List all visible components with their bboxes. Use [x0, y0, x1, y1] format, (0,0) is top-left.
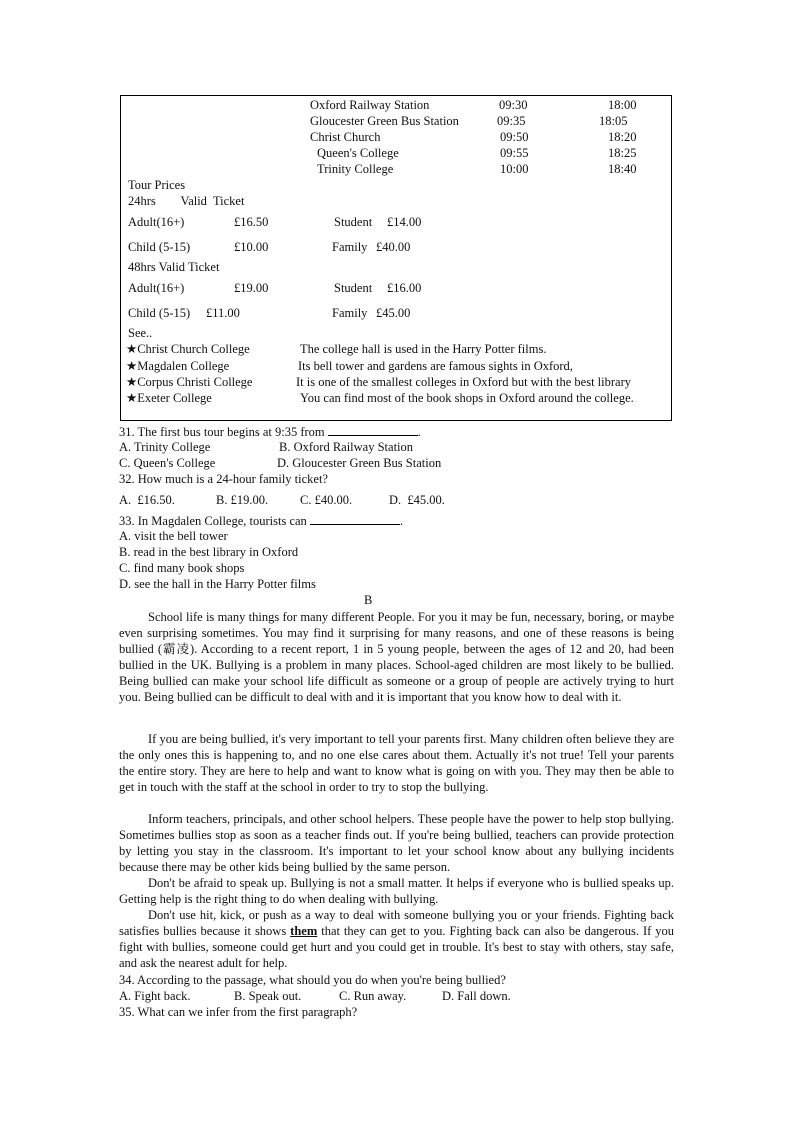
stop-time-1: 09:30 — [499, 98, 528, 112]
stop-time-2: 18:00 — [608, 98, 637, 112]
stop-name: Oxford Railway Station — [310, 98, 430, 112]
passage-paragraph-1: School life is many things for many different People. For you it may be fun, necessary, boring, or maybe even surprising sometimes. You may find it surprising for many reasons, and one of these reasons is being bullied (霸凌). According to a recent report, 1 in 5 young people, between the ages of 12 and 20, had been bullied in the UK. Bullying is a problem in many places. School-aged children are most likely to be bullied. Being bullied can make your school life difficult as someone or a group of people are actively trying to hurt you. Being bullied can be difficult to deal with and it is important that you know how to deal with it. — [119, 610, 674, 704]
option-a: A. £16.50. — [119, 493, 175, 507]
stop-time-1: 09:35 — [497, 114, 526, 128]
stop-name: Christ Church — [310, 130, 381, 144]
price-value: £16.50 — [234, 215, 269, 229]
price-label: Child (5-15) — [128, 306, 191, 320]
option-d: D. £45.00. — [389, 493, 445, 507]
option-d: D. Gloucester Green Bus Station — [277, 456, 442, 470]
price-value: £14.00 — [387, 215, 422, 229]
price-value: £45.00 — [376, 306, 411, 320]
price-value: £11.00 — [206, 306, 240, 320]
passage-paragraph-5: Don't use hit, kick, or push as a way to deal with someone bullying you or your friends. Fighting back satisfies bullies because it shows them that they can get to you. Fighting back can also be dangerous. If you fight with bullies, someone could get hurt and you could get in trouble. It's best to stay with others, stay safe, and ask the nearest adult for help. — [119, 908, 674, 970]
stop-time-2: 18:05 — [599, 114, 628, 128]
option-a: A. visit the bell tower — [119, 529, 228, 543]
price-label: Student — [334, 215, 373, 229]
question-32-stem: 32. How much is a 24-hour family ticket? — [119, 472, 328, 486]
price-value: £16.00 — [387, 281, 422, 295]
price-label: Student — [334, 281, 373, 295]
college-description: It is one of the smallest colleges in Oxford but with the best library — [296, 375, 631, 389]
price-label: Adult(16+) — [128, 215, 185, 229]
option-b: B. read in the best library in Oxford — [119, 545, 299, 559]
college-name: ★Exeter College — [126, 391, 212, 405]
question-31-stem: 31. The first bus tour begins at 9:35 from . — [119, 425, 421, 439]
price-value: £10.00 — [234, 240, 269, 254]
option-b: B. Speak out. — [234, 989, 302, 1003]
see-heading: See.. — [128, 326, 153, 340]
stop-name: Queen's College — [317, 146, 399, 160]
stop-time-2: 18:40 — [608, 162, 637, 176]
tour-prices-heading: Tour Prices — [128, 178, 186, 192]
ticket-48hrs-heading: 48hrs Valid Ticket — [128, 260, 220, 274]
question-34-stem: 34. According to the passage, what should you do when you're being bullied? — [119, 973, 506, 987]
college-description: You can find most of the book shops in Oxford around the college. — [300, 391, 634, 405]
passage-paragraph-2: If you are being bullied, it's very important to tell your parents first. Many children often believe they are the only ones this is happening to, and no one else cares about them. Actually it's not true! Tell your parents the entire story. They are here to help and want to know what is going on with you. They may then be able to get in touch with the staff at the school in order to try to stop the bullying. — [119, 732, 674, 794]
option-c: C. find many book shops — [119, 561, 245, 575]
answer-blank — [328, 423, 418, 436]
stop-name: Trinity College — [317, 162, 394, 176]
passage-paragraph-4: Don't be afraid to speak up. Bullying is not a small matter. It helps if everyone who is bullied speaks up. Getting help is the right thing to do when dealing with bullying. — [119, 876, 674, 906]
passage-paragraph-3: Inform teachers, principals, and other school helpers. These people have the power to help stop bullying. Sometimes bullies stop as soon as a teacher finds out. If you're being bullied, teachers can provide protection by letting you stay in the classroom. It's important to let your school know about any bullying incidents because there may be other kids being bullied by the same person. — [119, 812, 674, 874]
section-b-heading: B — [364, 593, 373, 607]
answer-blank — [310, 512, 400, 525]
price-label: Family — [332, 240, 368, 254]
option-c: C. £40.00. — [300, 493, 353, 507]
option-a: A. Fight back. — [119, 989, 191, 1003]
stop-time-2: 18:20 — [608, 130, 637, 144]
option-c: C. Run away. — [339, 989, 407, 1003]
college-description: Its bell tower and gardens are famous sights in Oxford, — [298, 359, 573, 373]
price-value: £19.00 — [234, 281, 269, 295]
question-33-stem: 33. In Magdalen College, tourists can . — [119, 514, 404, 528]
stop-time-1: 10:00 — [500, 162, 529, 176]
stop-time-2: 18:25 — [608, 146, 637, 160]
college-name: ★Christ Church College — [126, 342, 250, 356]
stop-time-1: 09:55 — [500, 146, 529, 160]
stop-time-1: 09:50 — [500, 130, 529, 144]
stop-name: Gloucester Green Bus Station — [310, 114, 459, 128]
ticket-24hrs-heading: 24hrs Valid Ticket — [128, 194, 245, 208]
option-a: A. Trinity College — [119, 440, 211, 454]
price-value: £40.00 — [376, 240, 411, 254]
college-name: ★Magdalen College — [126, 359, 230, 373]
question-35-stem: 35. What can we infer from the first paragraph? — [119, 1005, 358, 1019]
college-description: The college hall is used in the Harry Potter films. — [300, 342, 547, 356]
option-d: D. see the hall in the Harry Potter films — [119, 577, 316, 591]
price-label: Adult(16+) — [128, 281, 185, 295]
college-name: ★Corpus Christi College — [126, 375, 253, 389]
price-label: Family — [332, 306, 368, 320]
option-b: B. Oxford Railway Station — [279, 440, 414, 454]
tour-info-box — [120, 95, 672, 421]
option-c: C. Queen's College — [119, 456, 216, 470]
option-d: D. Fall down. — [442, 989, 511, 1003]
option-b: B. £19.00. — [216, 493, 269, 507]
emphasized-word: them — [290, 924, 318, 938]
price-label: Child (5-15) — [128, 240, 191, 254]
